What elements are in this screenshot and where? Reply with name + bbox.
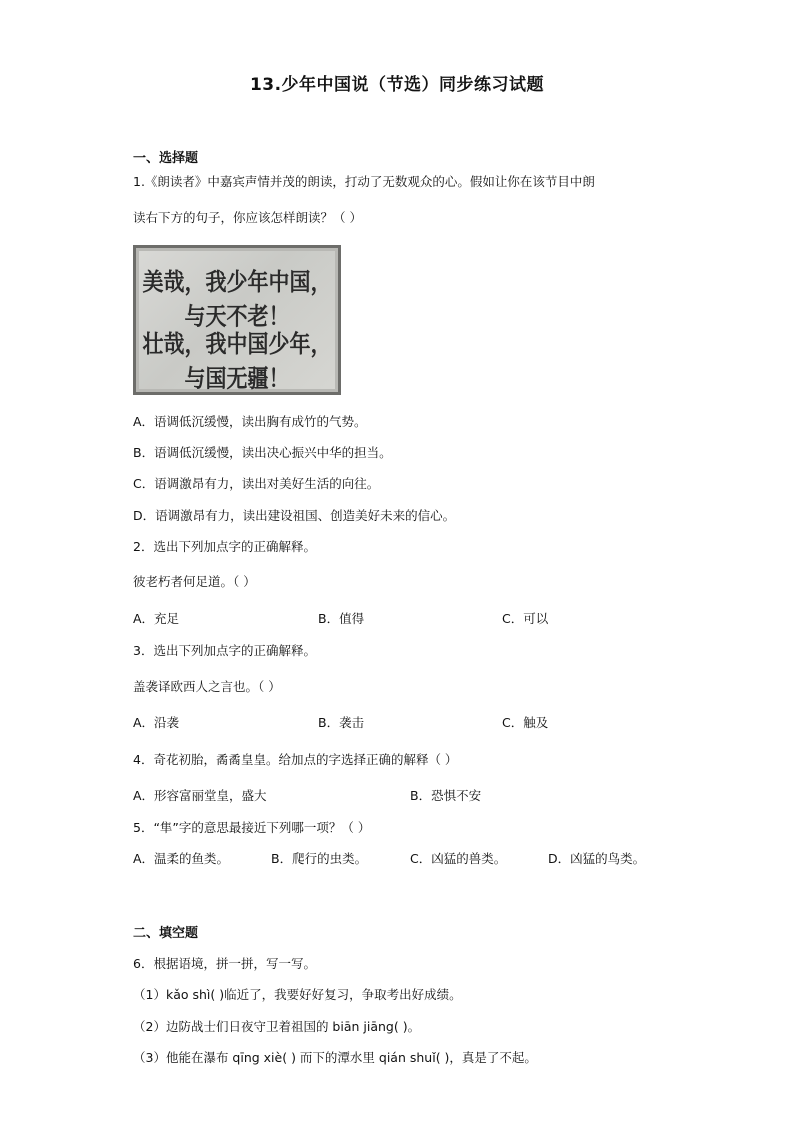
q1-option-b: B．语调低沉缓慢，读出决心振兴中华的担当。 — [133, 445, 392, 460]
q6-item-1: （1）kǎo shì( )临近了，我要好好复习，争取考出好成绩。 — [133, 987, 462, 1002]
q4-option-b: B．恐惧不安 — [410, 788, 482, 803]
q4-option-a: A．形容富丽堂皇，盛大 — [133, 788, 267, 803]
q6-stem: 6．根据语境，拼一拼，写一写。 — [133, 956, 316, 971]
q2-sentence: 彼老朽者何足道。（ ） — [133, 574, 256, 589]
q5-option-c: C．凶猛的兽类。 — [410, 851, 507, 866]
q2-stem: 2．选出下列加点字的正确解释。 — [133, 539, 316, 554]
q3-option-b: B．袭击 — [318, 715, 365, 730]
q3-sentence: 盖袭译欧西人之言也。（ ） — [133, 679, 281, 694]
q2-option-c: C．可以 — [502, 611, 549, 626]
q5-option-d: D．凶猛的鸟类。 — [548, 851, 646, 866]
q3-stem: 3．选出下列加点字的正确解释。 — [133, 643, 316, 658]
q5-option-a: A．温柔的鱼类。 — [133, 851, 230, 866]
q1-stem-line2: 读右下方的句子，你应该怎样朗读？（ ） — [133, 210, 362, 225]
q3-option-a: A．沿袭 — [133, 715, 180, 730]
poem-image — [133, 245, 341, 395]
section-heading-choice: 一、选择题 — [133, 151, 199, 166]
section-heading-fill: 二、填空题 — [133, 926, 199, 941]
poem-image-line-2: 壮哉，我中国少年，与国无疆！ — [142, 328, 332, 393]
q1-stem-line1: 1.《朗读者》中嘉宾声情并茂的朗读，打动了无数观众的心。假如让你在该节目中朗 — [133, 174, 595, 189]
q6-item-2: （2）边防战士们日夜守卫着祖国的 biān jiāng( )。 — [133, 1019, 421, 1034]
q5-option-b: B．爬行的虫类。 — [271, 851, 368, 866]
q1-option-c: C．语调激昂有力，读出对美好生活的向往。 — [133, 476, 380, 491]
poem-image-line-1: 美哉，我少年中国，与天不老！ — [142, 266, 332, 331]
q2-option-b: B．值得 — [318, 611, 365, 626]
q6-item-3: （3）他能在瀑布 qīng xiè( ) 而下的潭水里 qián shuǐ( )，真是了不起。 — [133, 1050, 537, 1065]
q1-option-d: D．语调激昂有力，读出建设祖国、创造美好未来的信心。 — [133, 508, 456, 523]
q5-stem: 5．“隼”字的意思最接近下列哪一项？（ ） — [133, 820, 371, 835]
q2-option-a: A．充足 — [133, 611, 180, 626]
q1-option-a: A．语调低沉缓慢，读出胸有成竹的气势。 — [133, 414, 367, 429]
q4-stem: 4．奇花初胎，矞矞皇皇。给加点的字选择正确的解释（ ） — [133, 752, 458, 767]
page-title: 13.少年中国说（节选）同步练习试题 — [249, 75, 545, 95]
q3-option-c: C．触及 — [502, 715, 549, 730]
